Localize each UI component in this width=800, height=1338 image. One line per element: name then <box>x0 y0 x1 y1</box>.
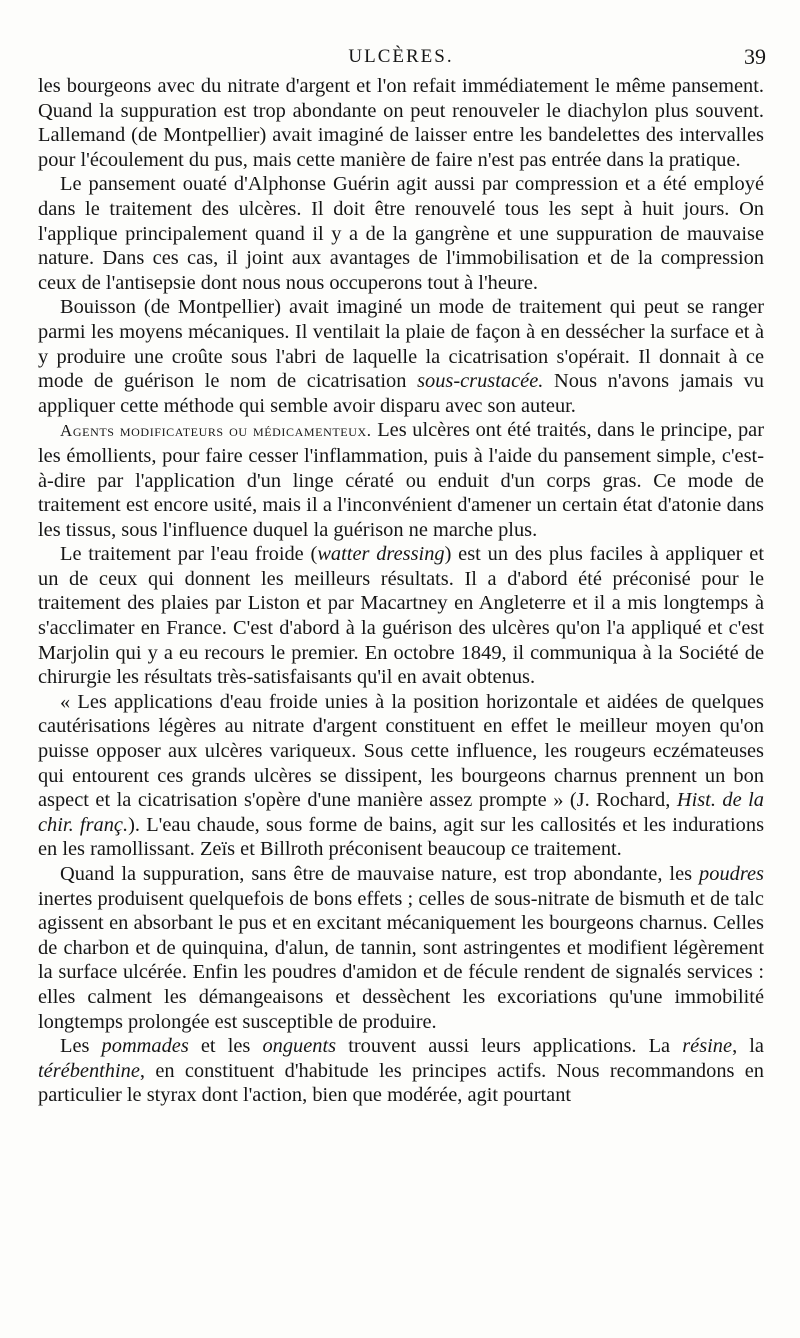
text-run: Bouisson (de Montpellier) avait imaginé un mode de traitement qui peut se ranger parmi les moyens mécaniques. Il ventilait la plaie de façon à en dessécher la surface et à y produire une croûte sous l'abri de laquelle la cicatrisation s'opérait. Il donnait à ce mode de guérison le nom de cicatrisation <box>38 296 764 393</box>
paragraph-6 <box>38 690 764 862</box>
text-run: Nous n'avons jamais vu appliquer cette méthode qui semble avoir disparu avec son auteur. <box>38 370 764 417</box>
italic-text: poudres <box>699 863 764 885</box>
paragraph-3 <box>38 295 764 418</box>
text-run: ). L'eau chaude, sous forme de bains, agit sur les callosités et les indurations en les ramollissant. Zeïs et Billroth préconisent beaucoup ce traitement. <box>38 813 764 861</box>
paragraph-1 <box>38 74 764 172</box>
text-run: ) est un des plus faciles à appliquer et un de ceux qui donnent les meilleurs résultats. Il a d'abord été préconisé pour le traitement des plaies par Liston et par Macartney en Angleterre et il a mis longtemps à s'acclimater en France. C'est d'abord à la guérison des ulcères qu'on l'a appliqué et c'est Marjolin qui y a eu recours le premier. En octobre 1849, il communiqua à la Société de chirurgie les résultats très-satisfaisants qu'il en avait obtenus. <box>38 543 764 689</box>
text-run: Le traitement par l'eau froide ( <box>60 543 318 566</box>
text-run: Les <box>60 1035 102 1058</box>
italic-text: watter dressing <box>317 543 445 566</box>
page-header <box>36 40 766 74</box>
text-run: Le pansement ouaté d'Alphonse Guérin agit aussi par compression et a été employé dans le traitement des ulcères. Il doit être renouvelé tous les sept à huit jours. On l'applique principalement quand il y a de la gangrène et une suppuration de mauvaise nature. Dans ces cas, il joint aux avantages de l'immobilisation et de la compression ceux de l'antisepsie dont nous nous occuperons tout à l'heure. <box>38 173 764 294</box>
italic-text: onguents <box>262 1035 337 1058</box>
page-number: 39 <box>744 44 766 69</box>
italic-text: résine <box>682 1035 733 1058</box>
paragraph-8 <box>38 1034 764 1108</box>
paragraph-5 <box>38 542 764 690</box>
paragraph-7 <box>38 862 764 1034</box>
running-head: ULCÈRES. <box>348 46 454 67</box>
paragraph-4 <box>38 418 764 542</box>
italic-text: térébenthine <box>38 1059 140 1082</box>
text-run: et les <box>188 1035 263 1058</box>
paragraph-2 <box>38 172 764 295</box>
text-run: , la <box>732 1035 764 1058</box>
text-run: « Les applications d'eau froide unies à la position horizontale et aidées de quelques cautérisations légères au nitrate d'argent constituent en effet le meilleur moyen qu'on puisse opposer aux ulcères variqueux. Sous cette influence, les rougeurs eczémateuses qui entourent ces grands ulcères se dissipent, les bourgeons charnus prennent un bon aspect et la cicatrisation s'opère d'une manière assez prompte » (J. Rochard, <box>38 690 764 812</box>
text-run: inertes produisent quelquefois de bons effets ; celles de sous-nitrate de bismuth et de talc agissent en absorbant le pus et en excitant mécaniquement les bourgeons charnus. Celles de charbon et de quinquina, d'alun, de tannin, sont astringentes et modifient légèrement la surface ulcérée. Enfin les poudres d'amidon et de fécule rendent de signalés services : elles calment les démangeaisons et dessèchent les excoriations qu'une immobilité longtemps prolongée est susceptible de produire. <box>38 887 764 1033</box>
text-run: Quand la suppuration, sans être de mauvaise nature, est trop abondante, les <box>60 863 700 885</box>
section-heading: Agents modificateurs ou médicamenteux. <box>60 421 372 441</box>
italic-text: sous-crustacée. <box>417 370 544 393</box>
body-text <box>38 74 764 1108</box>
italic-text: Hist. de la chir. franç. <box>38 789 765 836</box>
text-run: trouvent aussi leurs applications. La <box>336 1035 683 1058</box>
italic-text: pommades <box>101 1035 189 1058</box>
text-run: , en constituent d'habitude les principes actifs. Nous recommandons en particulier le styrax dont l'action, bien que modérée, agit pourtant <box>38 1059 764 1107</box>
text-run: Les ulcères ont été traités, dans le principe, par les émollients, pour faire cesser l'inflammation, puis à l'aide du pansement simple, c'est-à-dire par l'application d'un linge cératé ou enduit d'un corps gras. Ce mode de traitement est encore usité, mais il a l'inconvénient d'amener un certain état d'atonie dans les tissus, sous l'influence duquel la guérison ne marche plus. <box>38 419 764 541</box>
text-run: les bourgeons avec du nitrate d'argent et l'on refait immédiatement le même pansement. Quand la suppuration est trop abondante on peut renouveler le diachylon plus souvent. Lallemand (de Montpellier) avait imaginé de laisser entre les bandelettes des intervalles pour l'écoulement du pus, mais cette manière de faire n'est pas entrée dans la pratique. <box>38 75 764 171</box>
